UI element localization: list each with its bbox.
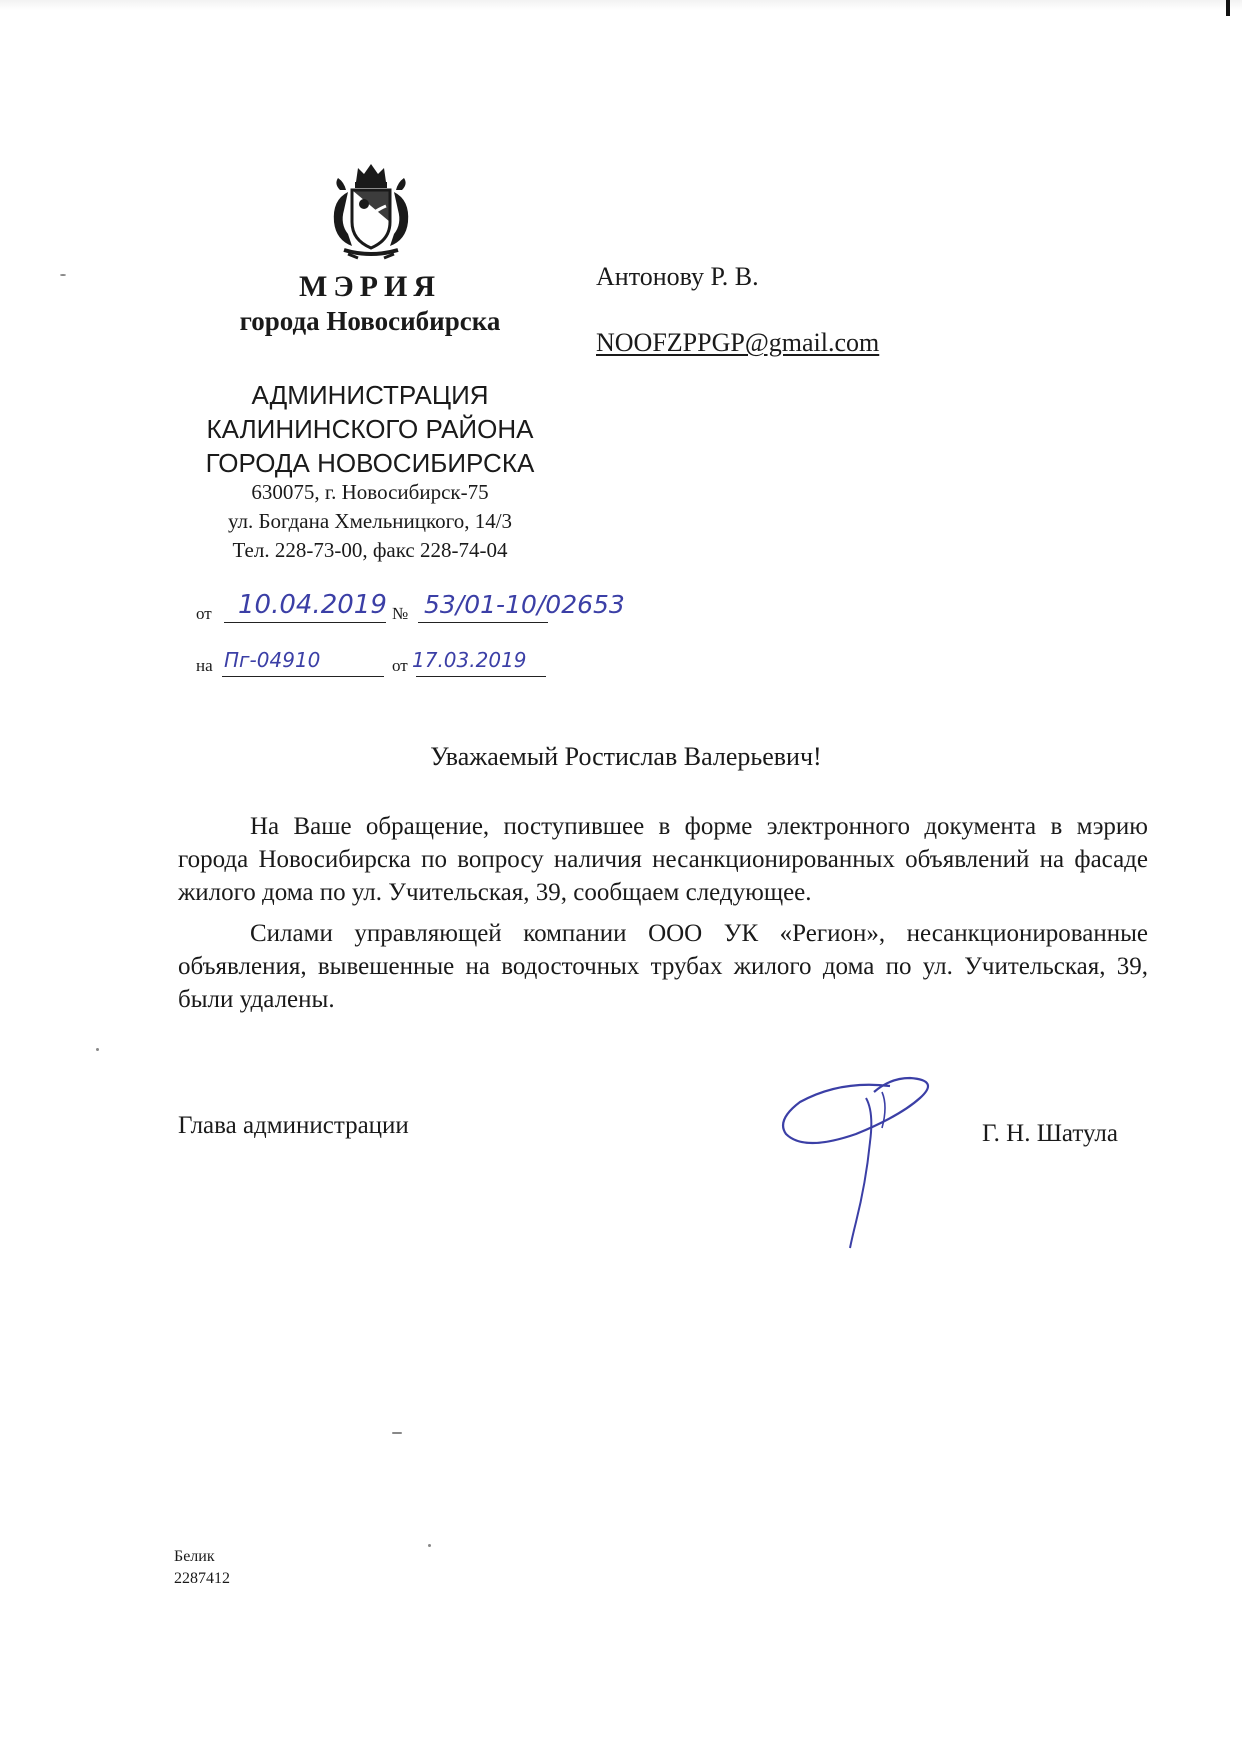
- administration-address: [160, 478, 580, 565]
- executor-info: [174, 1546, 230, 1590]
- mayor-title: МЭРИЯ: [299, 270, 441, 303]
- scan-speck: [96, 1048, 99, 1051]
- reference-underline: [222, 676, 384, 677]
- address-line: ул. Богдана Хмельницкого, 14/3: [227, 509, 513, 533]
- salutation: Уважаемый Ростислав Валерьевич!: [430, 742, 822, 771]
- scan-speck: [392, 1432, 402, 1434]
- admin-line: КАЛИНИНСКОГО РАЙОНА: [206, 414, 534, 444]
- reference-label: на: [196, 656, 213, 675]
- recipient-email: NOOFZPPGP@gmail.com: [596, 328, 880, 357]
- scan-edge: [0, 0, 1242, 10]
- recipient-name: Антонову Р. В.: [596, 262, 759, 291]
- reference-date-label: от: [392, 656, 408, 675]
- executor-phone: 2287412: [174, 1570, 230, 1587]
- executor-name: Белик: [174, 1548, 215, 1565]
- scan-mark: [1226, 0, 1230, 16]
- mayor-city: города Новосибирска: [239, 306, 501, 336]
- registration-date: 10.04.2019: [238, 590, 387, 620]
- date-underline: [224, 622, 386, 623]
- reference-number: Пг-04910: [224, 648, 321, 672]
- admin-line: АДМИНИСТРАЦИЯ: [251, 380, 489, 410]
- admin-line: ГОРОДА НОВОСИБИРСКА: [205, 448, 535, 478]
- address-line: 630075, г. Новосибирск-75: [251, 480, 489, 504]
- address-line: Тел. 228-73-00, факс 228-74-04: [232, 538, 508, 562]
- date-label: от: [196, 604, 212, 623]
- registration-number: 53/01-10/02653: [424, 590, 625, 619]
- scan-speck: [428, 1544, 431, 1547]
- number-label: №: [392, 604, 409, 623]
- number-underline: [418, 622, 548, 623]
- handwritten-signature-icon: [770, 1072, 970, 1252]
- body-paragraph: На Ваше обращение, поступившее в форме электронного документа в мэрию города Новосибирска по вопросу наличия несанкционированных объявлений на фасаде жилого дома по ул. Учительская, 39, сообщаем следующее.: [178, 813, 1148, 906]
- reference-date-underline: [416, 676, 546, 677]
- coat-of-arms-icon: [318, 160, 424, 260]
- reference-date: 17.03.2019: [412, 648, 527, 672]
- administration-name: [160, 378, 580, 480]
- scan-speck: [60, 274, 66, 276]
- body-paragraph: Силами управляющей компании ООО УК «Регион», несанкционированные объявления, вывешенные на водосточных трубах жилого дома по ул. Учительская, 39, были удалены.: [178, 920, 1148, 1013]
- signatory-name: Г. Н. Шатула: [982, 1120, 1118, 1147]
- letter-body: [178, 810, 1148, 1024]
- signatory-position: Глава администрации: [178, 1112, 409, 1139]
